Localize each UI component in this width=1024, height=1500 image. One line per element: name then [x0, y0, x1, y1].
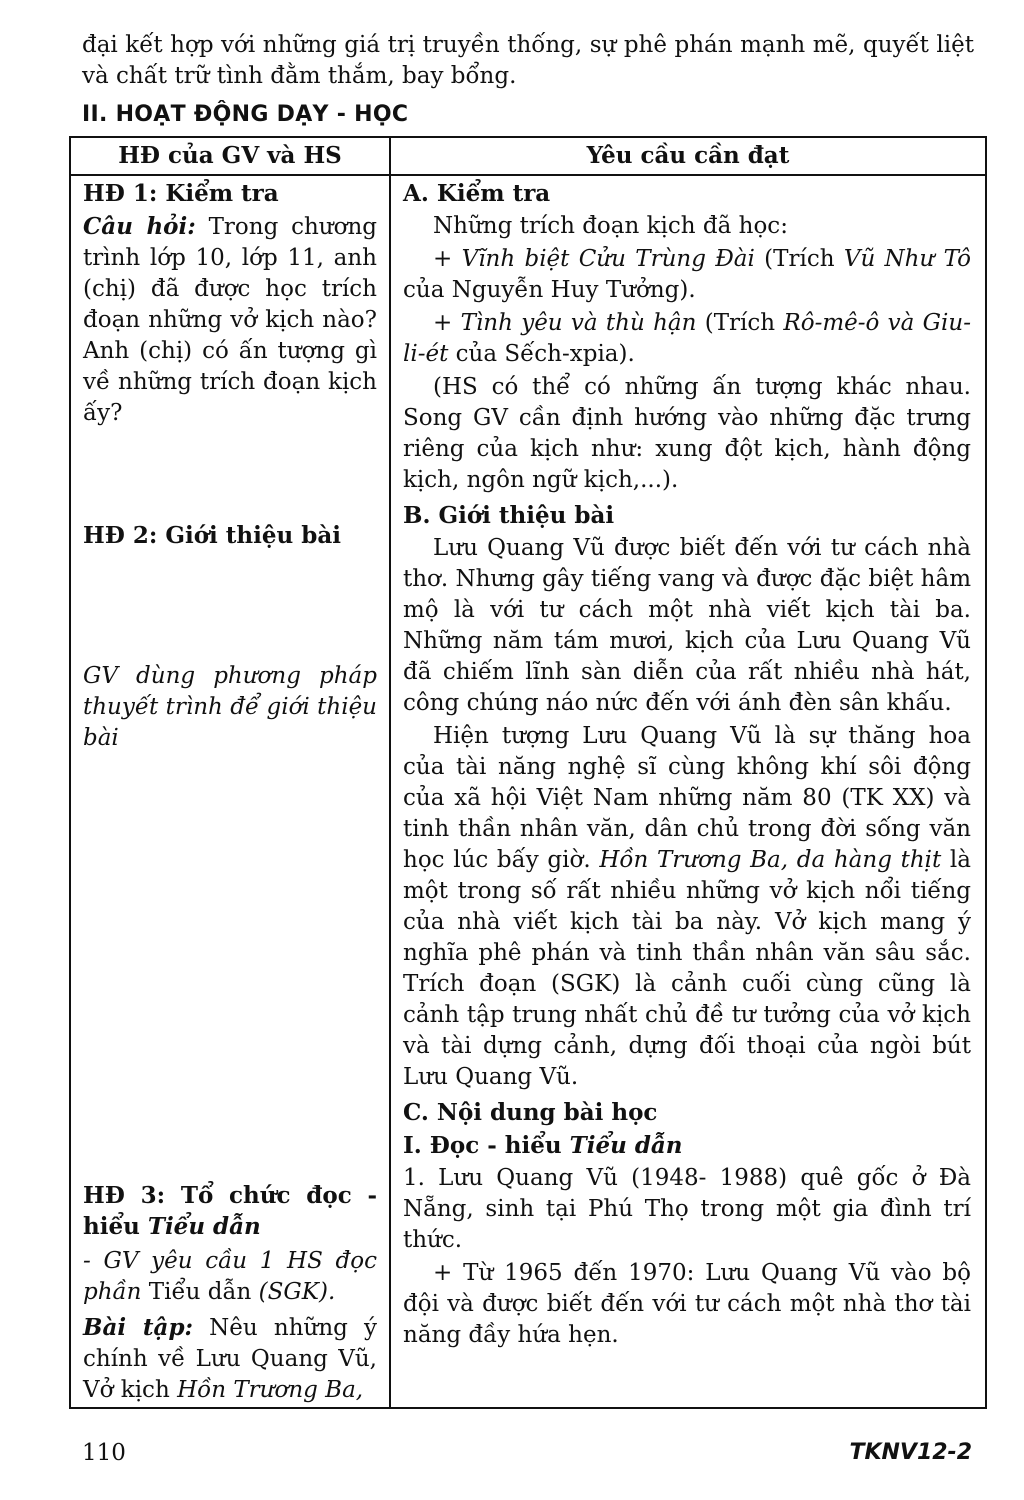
item1-a: +: [433, 246, 462, 272]
sec-a-item2: [403, 308, 971, 370]
sec-c-sub-a: I. Đọc - hiểu: [403, 1132, 570, 1159]
book-code: TKNV12-2: [849, 1440, 972, 1465]
para2-c: là một trong số rất nhiều những vở kịch nổi tiếng của nhà viết kịch tài ba này. Vở kịch mang ý nghĩa phê phán và tinh thần nhân văn sâu sắc. Trích đoạn (SGK) là cảnh cuối cùng cũng là cảnh tập trung nhất chủ đề tư tưởng của vở kịch và tài dựng cảnh, dựng đối thoại của ngòi bút Lưu Quang Vũ.: [403, 847, 971, 1090]
item1-b: Vĩnh biệt Cửu Trùng Đài: [461, 246, 755, 272]
sec-a-line1: Những trích đoạn kịch đã học:: [433, 213, 788, 239]
item2-a: +: [433, 310, 461, 336]
exercise-text-a: Nêu những ý chính về Lưu Quang Vũ, Vở kịch: [83, 1315, 378, 1403]
hd3-exercise: [83, 1312, 377, 1406]
requirements-column: [403, 178, 971, 1351]
hd2-title: HĐ 2: Giới thiệu bài: [83, 522, 341, 549]
sec-c-subtitle: [403, 1130, 971, 1161]
sec-b-para1: Lưu Quang Vũ được biết đến với tư cách nhà thơ. Nhưng gây tiếng vang và được đặc biệt hâm mộ là với tư cách một nhà viết kịch tài ba. Những năm tám mươi, kịch của Lưu Quang Vũ đã chiếm lĩnh sàn diễn của rất nhiều nhà hát, công chúng náo nức đến với ánh đèn sân khấu.: [403, 535, 971, 716]
header-left: HĐ của GV và HS: [118, 142, 342, 169]
page-number: 110: [82, 1440, 126, 1466]
hd3-title: [83, 1180, 377, 1242]
column-divider: [389, 138, 391, 1407]
exercise-label: Bài tập:: [83, 1314, 194, 1341]
para2-b: Hồn Trương Ba, da hàng thịt: [599, 847, 942, 873]
table-header-row: [71, 138, 985, 176]
hd3-title-b: Tiểu dẫn: [147, 1213, 261, 1240]
teacher-student-column: [83, 178, 377, 1406]
sec-c-p2: + Từ 1965 đến 1970: Lưu Quang Vũ vào bộ đội và được biết đến với tư cách một nhà thơ tài năng đầy hứa hẹn.: [403, 1260, 971, 1348]
item1-c: (Trích: [754, 246, 844, 272]
sec-c-p1: 1. Lưu Quang Vũ (1948- 1988) quê gốc ở Đà Nẵng, sinh tại Phú Thọ trong một gia đình trí thức.: [403, 1165, 971, 1253]
item2-c: (Trích: [696, 310, 784, 336]
question-text: Trong chương trình lớp 10, lớp 11, anh (chị) đã được học trích đoạn những vở kịch nào? Anh (chị) có ấn tượng gì về những trích đoạn kịch ấy?: [83, 214, 378, 426]
para2-a: Hiện tượng Lưu Quang Vũ là sự thăng hoa của tài năng nghệ sĩ cùng không khí sôi động của xã hội Việt Nam những năm 80 (TK XX) và tinh thần nhân văn, dân chủ trong đời sống văn học lúc bấy giờ.: [403, 723, 971, 873]
hd3-task-a: - GV yêu cầu 1 HS đọc phần: [83, 1248, 377, 1305]
hd2-method: GV dùng phương pháp thuyết trình để giới thiệu bài: [83, 663, 377, 751]
item1-d: Vũ Như Tô: [843, 246, 972, 272]
hd3-task-b: Tiểu dẫn: [148, 1279, 252, 1305]
exercise-text-b: Hồn Trương Ba,: [177, 1377, 364, 1403]
hd1-title: HĐ 1: Kiểm tra: [83, 180, 279, 207]
header-right: Yêu cầu cần đạt: [586, 142, 790, 169]
sec-b-para2: [403, 721, 971, 1093]
section-heading: II. HOẠT ĐỘNG DẠY - HỌC: [82, 102, 409, 127]
item2-e: của Sếch-xpia).: [448, 341, 635, 367]
hd1-question: [83, 211, 377, 429]
hd3-task-c: (SGK).: [251, 1279, 336, 1305]
sec-a-title: A. Kiểm tra: [403, 180, 551, 207]
hd3-task: [83, 1246, 377, 1308]
intro-paragraph: đại kết hợp với những giá trị truyền thống, sự phê phán mạnh mẽ, quyết liệt và chất trữ tình đằm thắm, bay bổng.: [82, 32, 974, 89]
item1-e: của Nguyễn Huy Tưởng).: [403, 277, 696, 303]
question-label: Câu hỏi:: [83, 213, 196, 240]
sec-b-title: B. Giới thiệu bài: [403, 502, 615, 529]
sec-a-note: (HS có thể có những ấn tượng khác nhau. Song GV cần định hướng vào những đặc trưng riêng của kịch như: xung đột kịch, hành động kịch, ngôn ngữ kịch,...).: [403, 374, 971, 493]
activity-table: [69, 136, 987, 1409]
sec-c-title: C. Nội dung bài học: [403, 1099, 658, 1126]
sec-a-item1: [403, 244, 971, 306]
sec-c-sub-b: Tiểu dẫn: [569, 1132, 683, 1159]
item2-d: Rô-mê-ô và Giu-li-ét: [403, 310, 971, 367]
item2-b: Tình yêu và thù hận: [460, 310, 697, 336]
hd3-title-a: HĐ 3: Tổ chức đọc - hiểu: [83, 1182, 377, 1240]
